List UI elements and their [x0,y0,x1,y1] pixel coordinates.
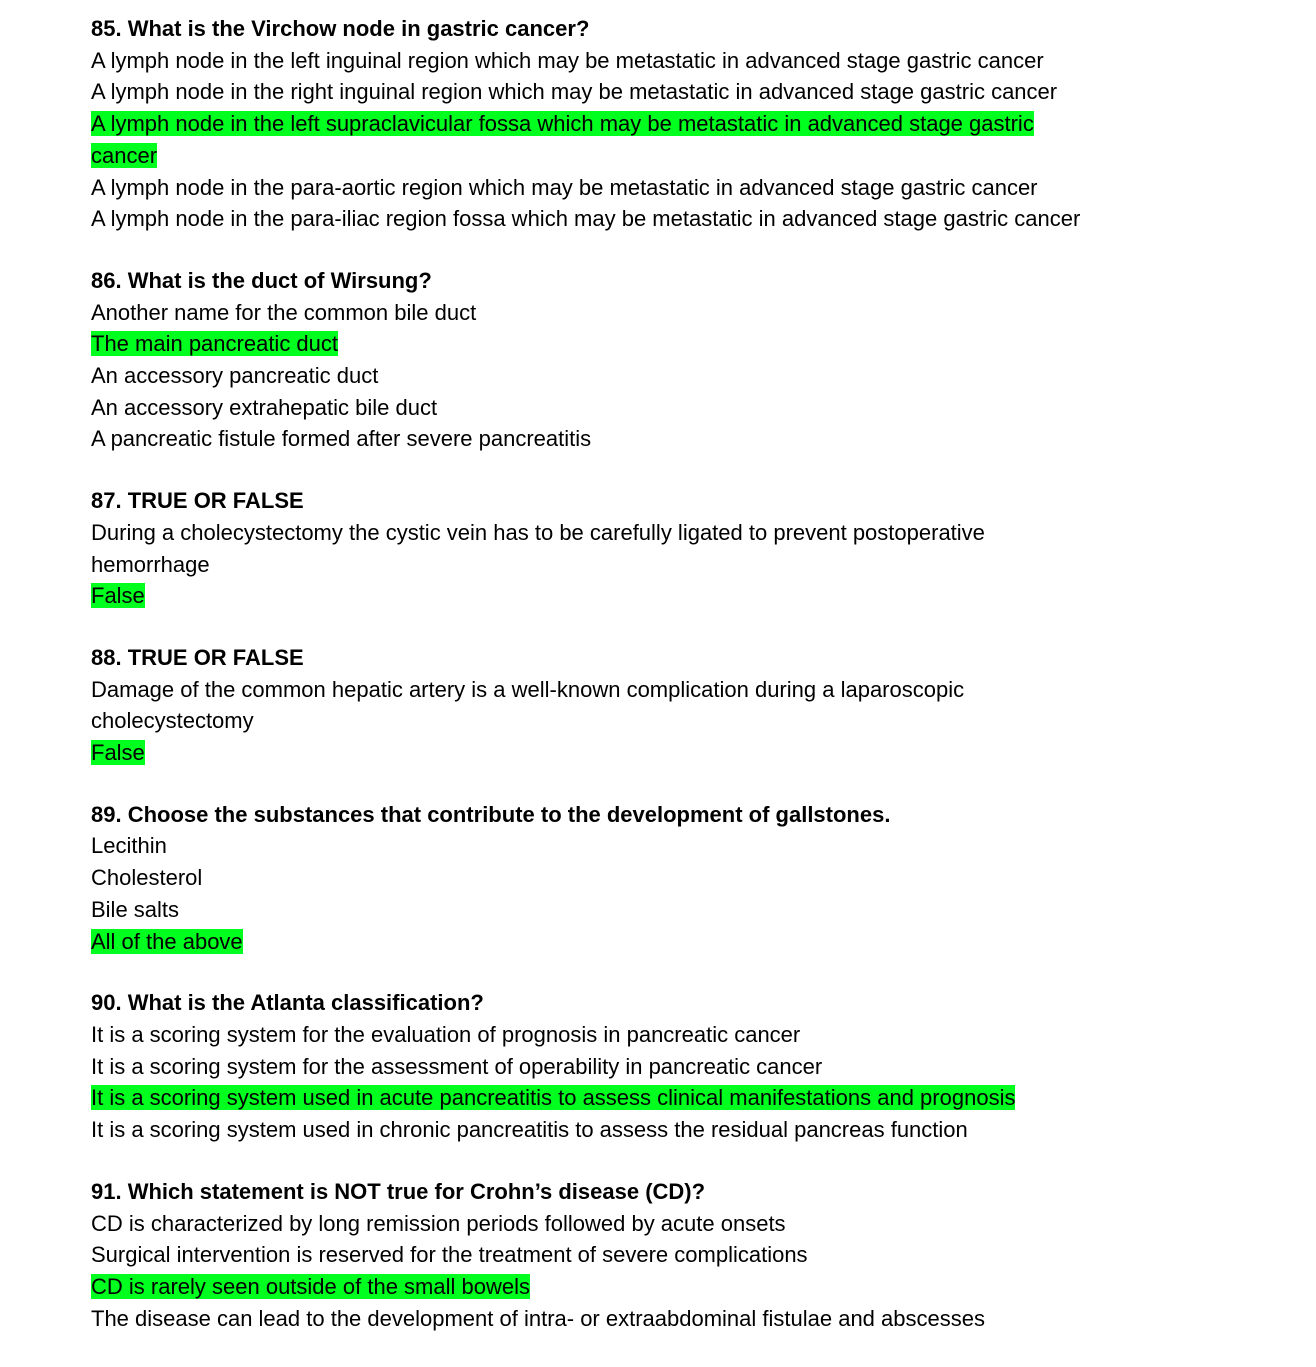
answer-option: An accessory extrahepatic bile duct [91,394,438,420]
answer-option: It is a scoring system used in chronic pancreatitis to assess the residual pancreas function [91,1117,968,1143]
question-87 [91,485,1316,612]
answer-option: An accessory pancreatic duct [91,363,379,389]
question-title: 88. TRUE OR FALSE [91,644,304,670]
answer-option: It is a scoring system for the assessment of operability in pancreatic cancer [91,1053,823,1079]
answer-option: A lymph node in the right inguinal region which may be metastatic in advanced stage gastric cancer [91,79,1058,105]
correct-answer-option: A lymph node in the left supraclavicular fossa which may be metastatic in advanced stage gastric cancer [91,111,1034,168]
answer-option: The disease can lead to the development of intra- or extraabdominal fistulae and abscesses [91,1305,985,1331]
answer-option: CD is characterized by long remission periods followed by acute onsets [91,1210,786,1236]
correct-answer-option: CD is rarely seen outside of the small bowels [91,1273,530,1299]
question-91 [91,1176,1316,1335]
answer-option: A lymph node in the para-iliac region fossa which may be metastatic in advanced stage gastric cancer [91,206,1081,232]
answer-option: A lymph node in the para-aortic region which may be metastatic in advanced stage gastric cancer [91,174,1038,200]
question-title: 85. What is the Virchow node in gastric cancer? [91,16,590,41]
answer-option: Cholesterol [91,865,203,891]
answer-option: Surgical intervention is reserved for the treatment of severe complications [91,1242,808,1268]
question-title: 91. Which statement is NOT true for Crohn’s disease (CD)? [91,1178,706,1204]
answer-option: A lymph node in the left inguinal region which may be metastatic in advanced stage gastric cancer [91,47,1044,73]
statement-text: During a cholecystectomy the cystic vein has to be carefully ligated to prevent postoperative hemorrhage [91,519,985,577]
correct-answer-option: All of the above [91,928,243,954]
correct-answer-option: The main pancreatic duct [91,331,339,357]
correct-answer-option: It is a scoring system used in acute pancreatitis to assess clinical manifestations and prognosis [91,1085,1016,1111]
question-title: 86. What is the duct of Wirsung? [91,267,432,293]
question-title: 87. TRUE OR FALSE [91,488,304,514]
question-85 [91,13,1316,235]
question-86 [91,265,1316,455]
answer-option: It is a scoring system for the evaluation of prognosis in pancreatic cancer [91,1021,801,1047]
question-88 [91,642,1316,769]
correct-answer-option: False [91,583,145,609]
question-90 [91,987,1316,1146]
answer-option: A pancreatic fistule formed after severe pancreatitis [91,426,592,452]
question-89 [91,799,1316,958]
question-title: 90. What is the Atlanta classification? [91,990,484,1016]
answer-option: Bile salts [91,896,180,922]
question-title: 89. Choose the substances that contribute to the development of gallstones. [91,801,891,827]
answer-option: Lecithin [91,833,167,859]
statement-text: Damage of the common hepatic artery is a well-known complication during a laparoscopic cholecystectomy [91,676,965,734]
correct-answer-option: False [91,740,145,766]
answer-option: Another name for the common bile duct [91,299,477,325]
